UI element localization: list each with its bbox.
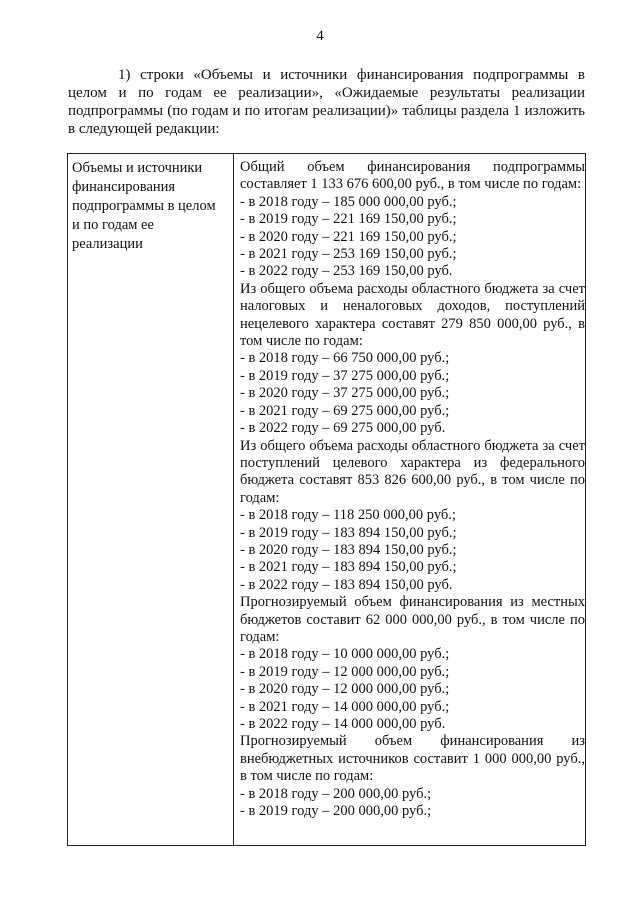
federal-budget-text: Из общего объема расходы областного бюджета за счет поступлений целевого характера из федерального бюджета составят 853 826 600,00 руб., в том числе по годам: bbox=[240, 437, 585, 506]
column-divider bbox=[233, 154, 234, 845]
year-line: - в 2018 году – 200 000,00 руб.; bbox=[240, 785, 432, 802]
year-line: - в 2022 году – 253 169 150,00 руб. bbox=[240, 263, 453, 280]
year-line: - в 2021 году – 69 275 000,00 руб.; bbox=[240, 402, 450, 419]
year-line: - в 2018 году – 66 750 000,00 руб.; bbox=[240, 350, 450, 367]
year-line: - в 2021 году – 253 169 150,00 руб.; bbox=[240, 246, 457, 263]
financing-table bbox=[67, 153, 586, 846]
regional-budget-text: Из общего объема расходы областного бюджета за счет налоговых и неналоговых доходов, поступлений нецелевого характера составят 279 850 000,00 руб., в том числе по годам: bbox=[240, 280, 585, 350]
year-line: - в 2020 году – 221 169 150,00 руб.; bbox=[240, 228, 457, 245]
year-line: - в 2019 году – 12 000 000,00 руб.; bbox=[240, 663, 450, 680]
year-line: - в 2018 году – 118 250 000,00 руб.; bbox=[240, 507, 456, 524]
year-line: - в 2020 году – 183 894 150,00 руб.; bbox=[240, 541, 457, 558]
year-line: - в 2019 году – 37 275 000,00 руб.; bbox=[240, 367, 450, 384]
intro-paragraph: 1) строки «Объемы и источники финансирования подпрограммы в целом и по годам ее реализации», «Ожидаемые результаты реализации подпрограммы (по годам и по итогам реализации)» таблицы раздела 1 изложить в следующей редакции: bbox=[68, 67, 585, 137]
year-line: - в 2019 году – 183 894 150,00 руб.; bbox=[240, 524, 457, 541]
year-line: - в 2019 году – 221 169 150,00 руб.; bbox=[240, 211, 457, 228]
page-number: 4 bbox=[316, 28, 324, 44]
year-line: - в 2021 году – 14 000 000,00 руб.; bbox=[240, 698, 450, 715]
year-line: - в 2022 году – 183 894 150,00 руб. bbox=[240, 576, 453, 593]
year-line: - в 2020 году – 12 000 000,00 руб.; bbox=[240, 681, 450, 698]
year-line: - в 2019 году – 200 000,00 руб.; bbox=[240, 803, 432, 820]
row-label: Объемы и источники финансирования подпрограммы в целом и по годам ее реализации bbox=[72, 160, 216, 252]
total-financing-text: Общий объем финансирования подпрограммы составляет 1 133 676 600,00 руб., в том числе по годам: bbox=[240, 159, 585, 193]
extrabudgetary-text: Прогнозируемый объем финансирования из внебюджетных источников составит 1 000 000,00 руб., в том числе по годам: bbox=[240, 733, 585, 785]
year-line: - в 2022 году – 14 000 000,00 руб. bbox=[240, 716, 446, 732]
financing-details bbox=[240, 159, 585, 820]
local-budget-text: Прогнозируемый объем финансирования из местных бюджетов составит 62 000 000,00 руб., в том числе по годам: bbox=[240, 594, 585, 645]
year-line: - в 2022 году – 69 275 000,00 руб. bbox=[240, 420, 446, 437]
year-line: - в 2020 году – 37 275 000,00 руб.; bbox=[240, 385, 450, 402]
year-line: - в 2021 году – 183 894 150,00 руб.; bbox=[240, 559, 457, 576]
year-line: - в 2018 году – 185 000 000,00 руб.; bbox=[240, 193, 457, 210]
year-line: - в 2018 году – 10 000 000,00 руб.; bbox=[240, 646, 450, 663]
